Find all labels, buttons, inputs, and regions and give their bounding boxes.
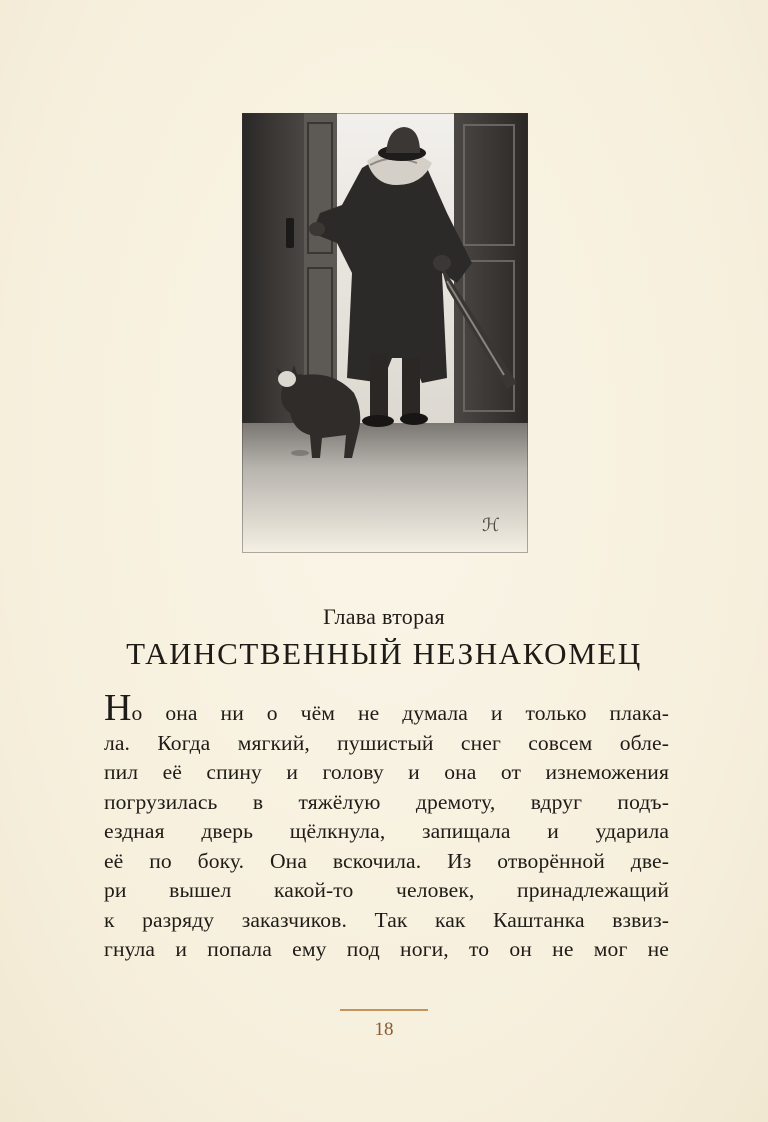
text-line: пил её спину и голову и она от изнеможения (104, 760, 669, 784)
page-number: 18 (374, 1019, 394, 1040)
illustration-drawing (242, 113, 528, 553)
text-line: гнула и попала ему под ноги, то он не мог не (104, 937, 669, 961)
drop-cap: Н (104, 687, 132, 729)
text-line: ездная дверь щёлкнула, запищала и ударила (104, 819, 669, 843)
body-paragraph (104, 687, 669, 965)
text-line: погрузилась в тяжёлую дремоту, вдруг подъ- (104, 789, 669, 814)
first-line-text: о она ни о чём не думала и только плака- (131, 701, 669, 725)
chapter-title: ТАИНСТВЕННЫЙ НЕЗНАКОМЕЦ (126, 636, 642, 671)
illustration-monogram: ℋ (482, 515, 500, 535)
footer-divider (340, 1009, 428, 1011)
text-line (104, 687, 669, 729)
text-line: её по боку. Она вскочила. Из отворённой две- (104, 848, 669, 873)
text-line: ри вышел какой-то человек, принадлежащий (104, 878, 669, 902)
chapter-number: Глава вторая (323, 604, 445, 629)
text-line: ла. Когда мягкий, пушистый снег совсем обле- (104, 730, 669, 755)
text-line: к разряду заказчиков. Так как Каштанка взвиз- (104, 907, 669, 932)
chapter-illustration (242, 113, 528, 553)
